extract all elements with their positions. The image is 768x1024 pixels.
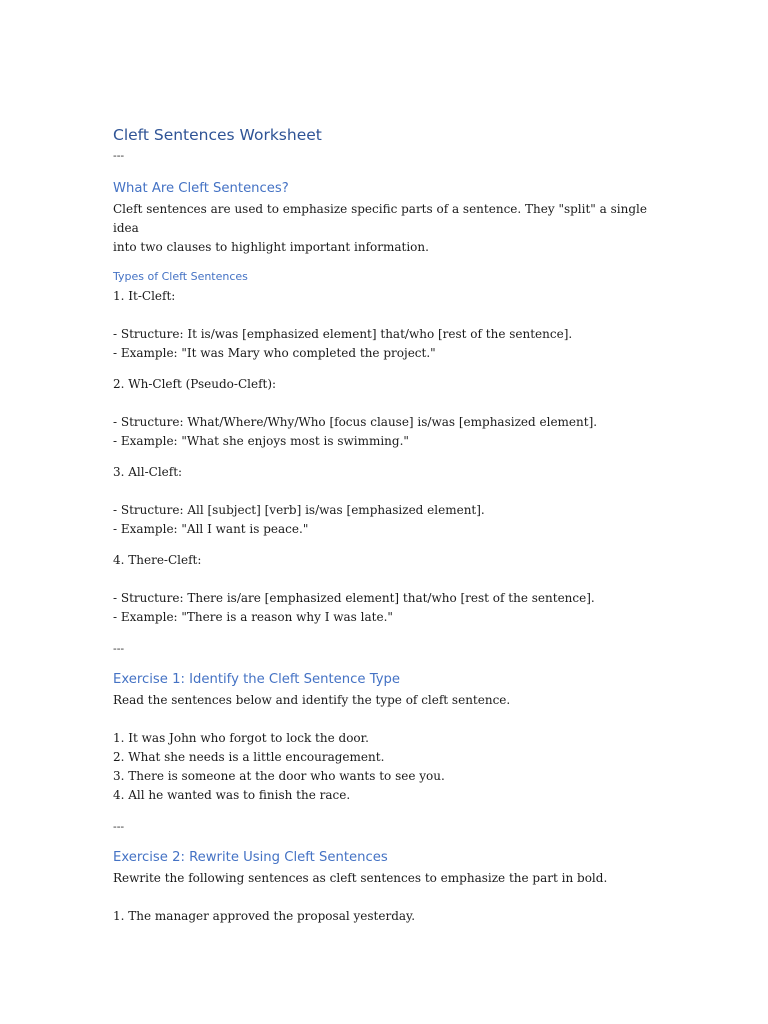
type-example: - Example: "It was Mary who completed the project." — [113, 346, 436, 360]
separator: --- — [113, 642, 125, 655]
exercise-item: 3. There is someone at the door who wants to see you. — [113, 769, 445, 783]
section-heading-exercise-2: Exercise 2: Rewrite Using Cleft Sentences — [113, 850, 388, 865]
type-example: - Example: "There is a reason why I was late." — [113, 610, 393, 624]
exercise-item: 1. It was John who forgot to lock the door. — [113, 731, 369, 745]
spacer — [113, 482, 673, 501]
type-name: 2. Wh-Cleft (Pseudo-Cleft): — [113, 377, 277, 391]
subheading-types: Types of Cleft Sentences — [113, 270, 248, 283]
type-structure: - Structure: What/Where/Why/Who [focus clause] is/was [emphasized element]. — [113, 415, 598, 429]
spacer — [113, 710, 673, 729]
paragraph-line: Cleft sentences are used to emphasize specific parts of a sentence. They "split" a single idea — [113, 202, 647, 235]
separator: --- — [113, 149, 125, 162]
document-title: Cleft Sentences Worksheet — [113, 126, 322, 144]
document-page — [113, 124, 673, 926]
type-structure: - Structure: All [subject] [verb] is/was [emphasized element]. — [113, 503, 485, 517]
type-name: 4. There-Cleft: — [113, 553, 202, 567]
exercise-item: 4. All he wanted was to finish the race. — [113, 788, 351, 802]
exercise-instruction: Read the sentences below and identify the type of cleft sentence. — [113, 693, 511, 707]
paragraph-line: into two clauses to highlight important information. — [113, 240, 429, 254]
section-heading-what-are: What Are Cleft Sentences? — [113, 181, 289, 196]
spacer — [113, 570, 673, 589]
type-example: - Example: "What she enjoys most is swimming." — [113, 434, 409, 448]
spacer — [113, 394, 673, 413]
type-example: - Example: "All I want is peace." — [113, 522, 309, 536]
type-name: 1. It-Cleft: — [113, 289, 176, 303]
type-structure: - Structure: It is/was [emphasized element] that/who [rest of the sentence]. — [113, 327, 573, 341]
separator: --- — [113, 820, 125, 833]
type-name: 3. All-Cleft: — [113, 465, 183, 479]
exercise-instruction: Rewrite the following sentences as cleft sentences to emphasize the part in bold. — [113, 871, 608, 885]
spacer — [113, 306, 673, 325]
exercise-item: 2. What she needs is a little encouragement. — [113, 750, 385, 764]
section-heading-exercise-1: Exercise 1: Identify the Cleft Sentence Type — [113, 672, 400, 687]
spacer — [113, 888, 673, 907]
type-structure: - Structure: There is/are [emphasized element] that/who [rest of the sentence]. — [113, 591, 595, 605]
exercise-item: 1. The manager approved the proposal yesterday. — [113, 909, 416, 923]
